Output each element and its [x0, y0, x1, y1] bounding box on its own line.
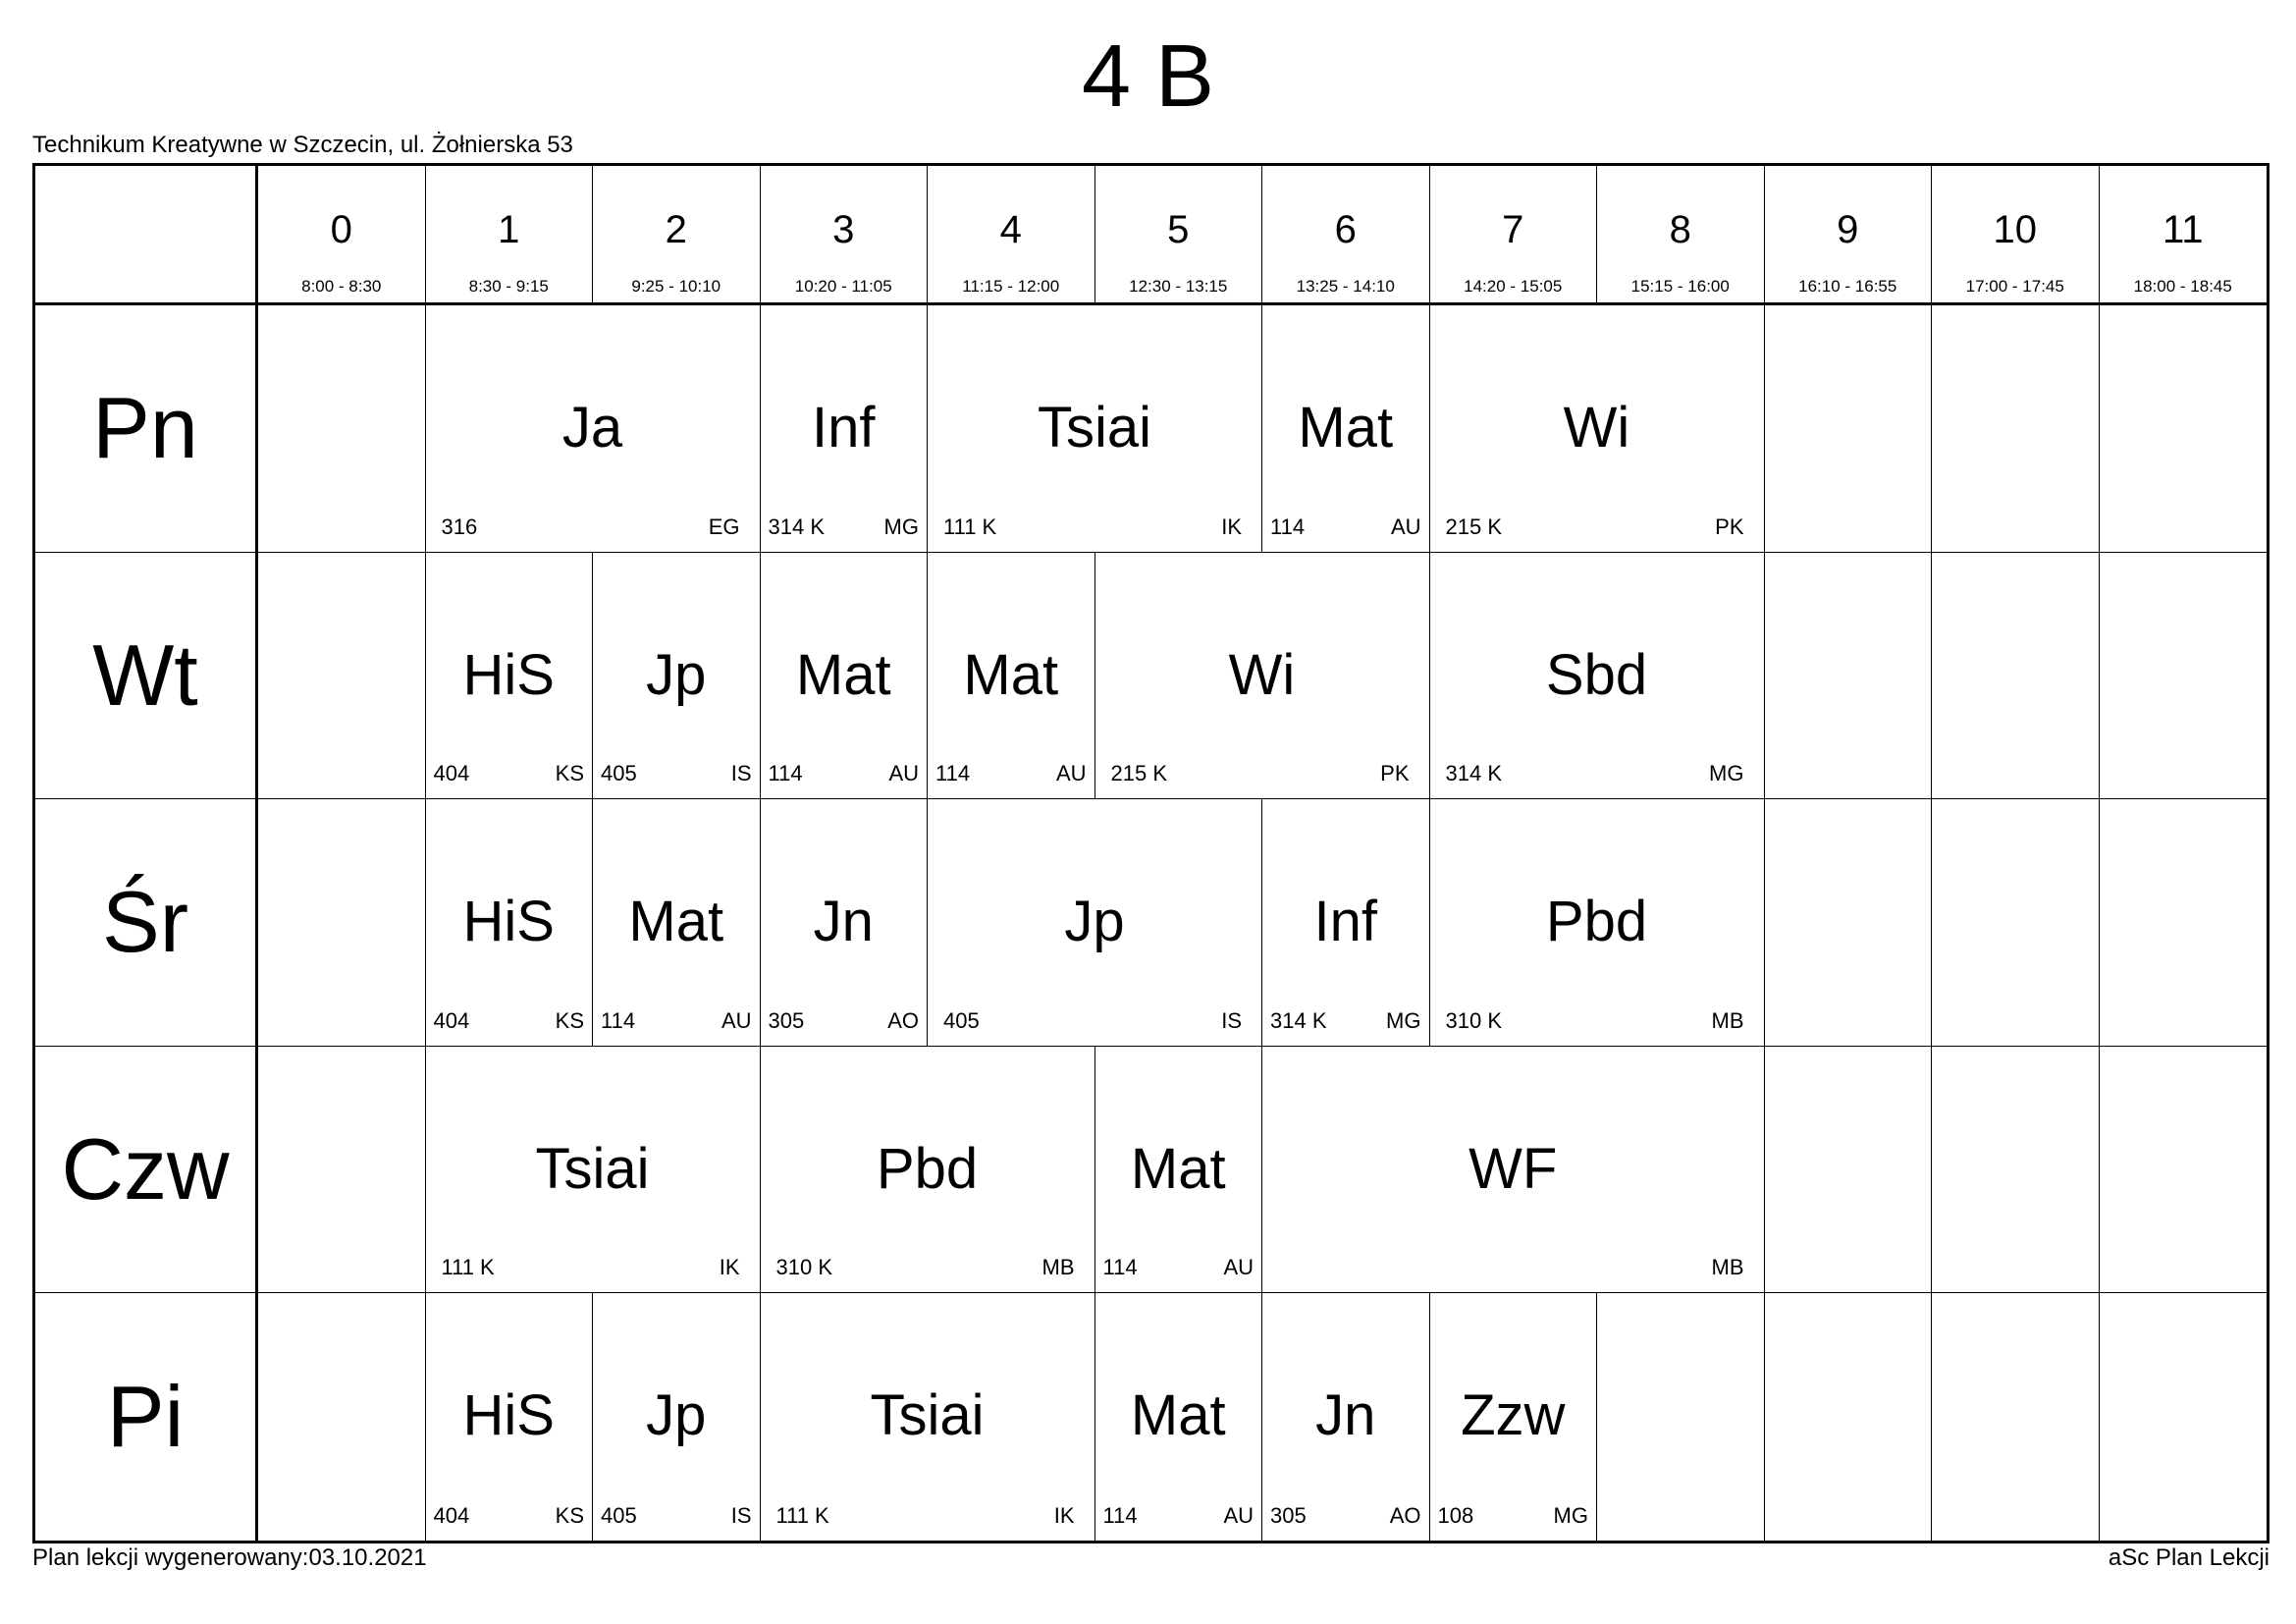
lesson-teacher: AU — [1055, 761, 1087, 786]
empty-slot — [1932, 305, 2100, 553]
lesson-cell[interactable] — [928, 553, 1095, 800]
empty-slot — [1765, 305, 1933, 553]
lesson-cell[interactable] — [1262, 305, 1430, 553]
period-header — [1262, 166, 1430, 305]
lesson-teacher: IK — [1053, 1503, 1075, 1528]
period-header — [1095, 166, 1263, 305]
period-header — [426, 166, 594, 305]
lesson-subject: Mat — [1298, 396, 1394, 460]
period-number: 8 — [1669, 208, 1691, 251]
school-name: Technikum Kreatywne w Szczecin, ul. Żołnierska 53 — [32, 132, 573, 158]
lesson-cell[interactable] — [1095, 1047, 1263, 1294]
day-label: Pn — [35, 305, 258, 553]
empty-slot — [1765, 799, 1933, 1047]
day-label: Wt — [35, 553, 258, 800]
lesson-room: 215 K — [1445, 514, 1502, 539]
lesson-cell[interactable] — [426, 1293, 594, 1541]
lesson-subject: Wi — [1228, 642, 1296, 707]
empty-slot — [2100, 1293, 2268, 1541]
lesson-teacher: AU — [1390, 514, 1421, 539]
lesson-cell[interactable] — [761, 305, 929, 553]
empty-slot — [2100, 553, 2268, 800]
lesson-subject: Mat — [628, 890, 724, 954]
lesson-subject: Wi — [1563, 396, 1630, 460]
lesson-subject: HiS — [462, 1383, 555, 1448]
lesson-subject: Zzw — [1461, 1383, 1566, 1448]
period-header — [1932, 166, 2100, 305]
lesson-cell[interactable] — [1262, 1293, 1430, 1541]
lesson-subject: Jp — [646, 642, 707, 707]
period-time: 18:00 - 18:45 — [2133, 277, 2232, 296]
empty-slot — [1932, 799, 2100, 1047]
lesson-subject: Mat — [963, 642, 1059, 707]
lesson-subject: Jp — [1064, 890, 1125, 954]
period-number: 2 — [665, 208, 687, 251]
lesson-subject: Sbd — [1545, 642, 1648, 707]
empty-slot — [2100, 1047, 2268, 1294]
empty-slot — [258, 799, 426, 1047]
lesson-subject: Mat — [795, 642, 891, 707]
lesson-room: 114 — [601, 1007, 636, 1033]
lesson-subject: Inf — [1313, 890, 1377, 954]
lesson-room: 404 — [433, 1503, 470, 1528]
lesson-room: 404 — [433, 1007, 470, 1033]
empty-slot — [1932, 553, 2100, 800]
lesson-teacher: AU — [1223, 1503, 1254, 1528]
period-time: 16:10 - 16:55 — [1798, 277, 1897, 296]
lesson-room: 114 — [935, 761, 971, 786]
lesson-cell[interactable] — [761, 1293, 1095, 1541]
lesson-cell[interactable] — [761, 799, 929, 1047]
period-time: 9:25 - 10:10 — [631, 277, 721, 296]
empty-slot — [2100, 305, 2268, 553]
period-header — [2100, 166, 2268, 305]
period-time: 12:30 - 13:15 — [1129, 277, 1228, 296]
empty-slot — [258, 553, 426, 800]
lesson-room: 114 — [1102, 1255, 1138, 1280]
period-time: 17:00 - 17:45 — [1965, 277, 2064, 296]
period-number: 11 — [2162, 208, 2204, 251]
lesson-cell[interactable] — [593, 1293, 761, 1541]
day-label: Czw — [35, 1047, 258, 1294]
lesson-teacher: IK — [1221, 514, 1242, 539]
lesson-room: 404 — [433, 761, 470, 786]
period-number: 6 — [1334, 208, 1357, 251]
timetable-grid — [32, 163, 2269, 1543]
lesson-teacher: PK — [1380, 761, 1410, 786]
period-number: 1 — [498, 208, 520, 251]
lesson-room: 314 K — [768, 514, 825, 539]
empty-slot — [258, 1293, 426, 1541]
period-number: 5 — [1167, 208, 1190, 251]
lesson-teacher: IS — [730, 761, 752, 786]
lesson-cell[interactable] — [928, 305, 1262, 553]
lesson-room: 114 — [1102, 1503, 1138, 1528]
empty-slot — [258, 1047, 426, 1294]
period-time: 13:25 - 14:10 — [1296, 277, 1395, 296]
lesson-teacher: IS — [1221, 1007, 1242, 1033]
lesson-room: 316 — [441, 514, 478, 539]
period-time: 15:15 - 16:00 — [1630, 277, 1730, 296]
lesson-room: 111 K — [441, 1255, 495, 1280]
period-time: 10:20 - 11:05 — [794, 277, 892, 296]
lesson-cell[interactable] — [426, 305, 761, 553]
lesson-teacher: IS — [730, 1503, 752, 1528]
lesson-cell[interactable] — [761, 1047, 1095, 1294]
lesson-cell[interactable] — [1430, 553, 1765, 800]
empty-slot — [1765, 1047, 1933, 1294]
period-number: 0 — [330, 208, 352, 251]
lesson-teacher: KS — [555, 761, 584, 786]
software-credit: aSc Plan Lekcji — [2108, 1544, 2269, 1571]
empty-slot — [258, 305, 426, 553]
period-header — [928, 166, 1095, 305]
period-time: 8:00 - 8:30 — [301, 277, 382, 296]
lesson-subject: Mat — [1130, 1383, 1226, 1448]
lesson-teacher: MB — [1711, 1255, 1744, 1280]
period-number: 3 — [832, 208, 855, 251]
period-header — [593, 166, 761, 305]
lesson-room: 108 — [1437, 1503, 1474, 1528]
lesson-room: 114 — [1270, 514, 1306, 539]
lesson-teacher: AU — [721, 1007, 752, 1033]
lesson-teacher: MG — [1709, 761, 1744, 786]
lesson-cell[interactable] — [1095, 553, 1430, 800]
lesson-room: 111 K — [775, 1503, 829, 1528]
lesson-subject: Pbd — [1545, 890, 1648, 954]
lesson-room: 405 — [601, 761, 637, 786]
lesson-subject: Pbd — [876, 1136, 979, 1201]
period-time: 8:30 - 9:15 — [468, 277, 549, 296]
period-header — [761, 166, 929, 305]
lesson-room: 314 K — [1445, 761, 1502, 786]
lesson-teacher: EG — [708, 514, 740, 539]
lesson-cell[interactable] — [426, 799, 594, 1047]
lesson-cell[interactable] — [1262, 1047, 1765, 1294]
period-header — [258, 166, 426, 305]
period-header — [1597, 166, 1765, 305]
empty-slot — [1765, 553, 1933, 800]
day-label: Śr — [35, 799, 258, 1047]
lesson-subject: Ja — [561, 396, 623, 460]
lesson-teacher: MG — [1386, 1007, 1421, 1033]
period-header — [1765, 166, 1933, 305]
lesson-cell[interactable] — [1430, 799, 1765, 1047]
period-number: 7 — [1502, 208, 1524, 251]
lesson-subject: Tsiai — [535, 1136, 650, 1201]
period-number: 10 — [1993, 208, 2037, 251]
lesson-teacher: AO — [1389, 1503, 1421, 1528]
empty-slot — [1932, 1293, 2100, 1541]
lesson-subject: WF — [1468, 1136, 1558, 1201]
lesson-subject: Tsiai — [870, 1383, 985, 1448]
lesson-teacher: MB — [1041, 1255, 1075, 1280]
lesson-subject: Jn — [1315, 1383, 1376, 1448]
lesson-room: 305 — [1270, 1503, 1307, 1528]
lesson-room: 114 — [768, 761, 803, 786]
lesson-room: 405 — [601, 1503, 637, 1528]
empty-slot — [1765, 1293, 1933, 1541]
empty-slot — [1597, 1293, 1765, 1541]
lesson-cell[interactable] — [1430, 305, 1765, 553]
empty-slot — [1932, 1047, 2100, 1294]
empty-slot — [2100, 799, 2268, 1047]
generated-date: Plan lekcji wygenerowany:03.10.2021 — [32, 1544, 427, 1571]
lesson-room: 310 K — [775, 1255, 832, 1280]
period-time: 11:15 - 12:00 — [962, 277, 1060, 296]
lesson-cell[interactable] — [426, 1047, 761, 1294]
lesson-subject: Jn — [813, 890, 874, 954]
lesson-subject: Tsiai — [1037, 396, 1152, 460]
lesson-room: 405 — [943, 1007, 980, 1033]
lesson-teacher: MG — [883, 514, 919, 539]
corner-cell — [35, 166, 258, 305]
lesson-cell[interactable] — [593, 553, 761, 800]
lesson-teacher: AO — [887, 1007, 919, 1033]
lesson-cell[interactable] — [1262, 799, 1430, 1047]
lesson-room: 314 K — [1270, 1007, 1327, 1033]
lesson-cell[interactable] — [426, 553, 594, 800]
lesson-cell[interactable] — [593, 799, 761, 1047]
lesson-teacher: IK — [719, 1255, 740, 1280]
lesson-cell[interactable] — [761, 553, 929, 800]
lesson-subject: Jp — [646, 1383, 707, 1448]
lesson-teacher: MB — [1711, 1007, 1744, 1033]
lesson-subject: HiS — [462, 890, 555, 954]
lesson-cell[interactable] — [1430, 1293, 1598, 1541]
day-label: Pi — [35, 1293, 258, 1541]
lesson-room: 310 K — [1445, 1007, 1502, 1033]
lesson-teacher: AU — [888, 761, 919, 786]
lesson-teacher: PK — [1715, 514, 1744, 539]
lesson-subject: Mat — [1130, 1136, 1226, 1201]
lesson-room: 111 K — [943, 514, 997, 539]
lesson-room: 305 — [768, 1007, 805, 1033]
lesson-room: 215 K — [1110, 761, 1167, 786]
lesson-teacher: AU — [1223, 1255, 1254, 1280]
lesson-subject: HiS — [462, 642, 555, 707]
lesson-subject: Inf — [812, 396, 876, 460]
lesson-teacher: KS — [555, 1007, 584, 1033]
lesson-cell[interactable] — [1095, 1293, 1263, 1541]
period-header — [1430, 166, 1598, 305]
lesson-cell[interactable] — [928, 799, 1262, 1047]
period-number: 9 — [1837, 208, 1859, 251]
lesson-teacher: KS — [555, 1503, 584, 1528]
timetable-title: 4 B — [1081, 27, 1215, 126]
period-time: 14:20 - 15:05 — [1464, 277, 1563, 296]
lesson-teacher: MG — [1553, 1503, 1588, 1528]
period-number: 4 — [999, 208, 1022, 251]
